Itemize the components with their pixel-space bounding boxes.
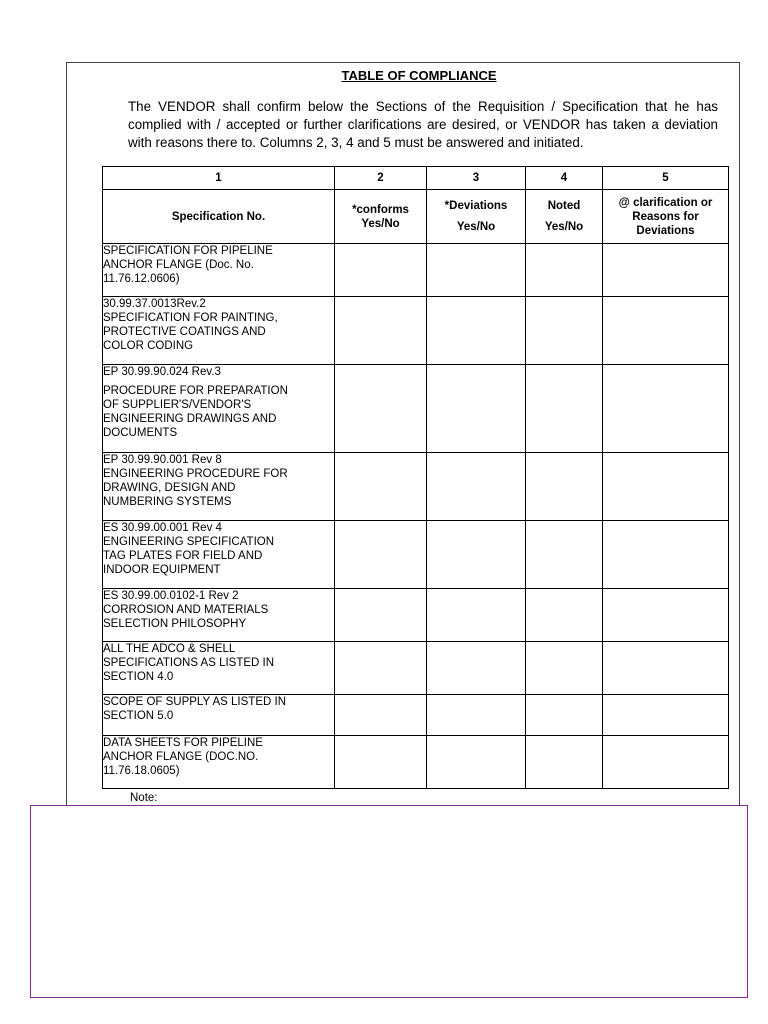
spec-line: SPECIFICATION FOR PAINTING, (103, 312, 278, 324)
spec-cell (103, 453, 335, 521)
column-header-row (103, 190, 729, 244)
spec-line: ES 30.99.00.001 Rev 4 (103, 522, 222, 534)
spec-line: CORROSION AND MATERIALS (103, 604, 269, 616)
clarification-cell[interactable] (603, 365, 729, 453)
conforms-cell[interactable] (335, 453, 427, 521)
deviations-cell[interactable] (427, 521, 526, 589)
header-line: Reasons for (632, 210, 699, 223)
conforms-cell[interactable] (335, 642, 427, 695)
column-number: 5 (603, 167, 729, 190)
header-specification-no: Specification No. (103, 190, 335, 244)
spec-line: ES 30.99.00.0102-1 Rev 2 (103, 590, 239, 602)
conforms-cell[interactable] (335, 736, 427, 789)
deviations-cell[interactable] (427, 297, 526, 365)
note-label: Note: (130, 792, 158, 804)
clarification-cell[interactable] (603, 244, 729, 297)
spec-line: DOCUMENTS (103, 427, 178, 439)
spec-line: EP 30.99.90.001 Rev 8 (103, 454, 222, 466)
column-number: 1 (103, 167, 335, 190)
table-row (103, 365, 729, 453)
deviations-cell[interactable] (427, 453, 526, 521)
deviations-cell[interactable] (427, 695, 526, 736)
blank-overlay-box (30, 805, 748, 998)
spec-line: DRAWING, DESIGN AND (103, 482, 236, 494)
spec-line: PROCEDURE FOR PREPARATION (103, 385, 288, 397)
noted-cell[interactable] (526, 642, 603, 695)
clarification-cell[interactable] (603, 642, 729, 695)
spec-cell (103, 244, 335, 297)
deviations-cell[interactable] (427, 365, 526, 453)
spec-line: ENGINEERING PROCEDURE FOR (103, 468, 288, 480)
conforms-cell[interactable] (335, 297, 427, 365)
header-line: @ clarification or (618, 196, 713, 209)
spec-line: ENGINEERING SPECIFICATION (103, 536, 275, 548)
deviations-cell[interactable] (427, 589, 526, 642)
spec-line: NUMBERING SYSTEMS (103, 496, 232, 508)
table-row (103, 244, 729, 297)
spec-line: SECTION 4.0 (103, 671, 174, 683)
spec-line: OF SUPPLIER'S/VENDOR'S (103, 399, 252, 411)
column-number: 4 (526, 167, 603, 190)
spec-line: DATA SHEETS FOR PIPELINE (103, 737, 263, 749)
header-deviations (427, 190, 526, 244)
header-line: Yes/No (361, 217, 400, 230)
column-number: 3 (427, 167, 526, 190)
clarification-cell[interactable] (603, 736, 729, 789)
spec-line: SCOPE OF SUPPLY AS LISTED IN (103, 696, 286, 708)
noted-cell[interactable] (526, 244, 603, 297)
spec-line: TAG PLATES FOR FIELD AND (103, 550, 263, 562)
conforms-cell[interactable] (335, 521, 427, 589)
deviations-cell[interactable] (427, 244, 526, 297)
spec-line: ENGINEERING DRAWINGS AND (103, 413, 277, 425)
spec-line: 11.76.12.0606) (103, 273, 180, 285)
spec-cell (103, 589, 335, 642)
spec-line: SPECIFICATION FOR PIPELINE (103, 245, 273, 257)
clarification-cell[interactable] (603, 297, 729, 365)
header-line: Deviations (636, 224, 695, 237)
compliance-table (102, 166, 729, 789)
table-row (103, 695, 729, 736)
conforms-cell[interactable] (335, 695, 427, 736)
spec-line: ANCHOR FLANGE (DOC.NO. (103, 751, 259, 763)
header-line: *conforms (352, 203, 409, 216)
spec-line: SELECTION PHILOSOPHY (103, 618, 247, 630)
noted-cell[interactable] (526, 589, 603, 642)
clarification-cell[interactable] (603, 589, 729, 642)
header-line: Noted (547, 200, 581, 212)
spec-cell (103, 365, 335, 453)
spec-cell (103, 297, 335, 365)
spec-cell (103, 642, 335, 695)
deviations-cell[interactable] (427, 642, 526, 695)
table-row (103, 297, 729, 365)
header-line: *Deviations (444, 200, 508, 212)
page-title: TABLE OF COMPLIANCE (341, 68, 497, 83)
column-number-row (103, 167, 729, 190)
conforms-cell[interactable] (335, 589, 427, 642)
clarification-cell[interactable] (603, 695, 729, 736)
conforms-cell[interactable] (335, 365, 427, 453)
spec-line: SECTION 5.0 (103, 710, 174, 722)
conforms-cell[interactable] (335, 244, 427, 297)
clarification-cell[interactable] (603, 521, 729, 589)
spec-cell (103, 695, 335, 736)
table-row (103, 589, 729, 642)
table-row (103, 736, 729, 789)
noted-cell[interactable] (526, 695, 603, 736)
spec-cell (103, 521, 335, 589)
noted-cell[interactable] (526, 521, 603, 589)
header-noted (526, 190, 603, 244)
table-row (103, 521, 729, 589)
spec-line: ALL THE ADCO & SHELL (103, 643, 236, 655)
spec-line: INDOOR EQUIPMENT (103, 564, 221, 576)
spec-line: EP 30.99.90.024 Rev.3 (103, 366, 221, 378)
header-conforms (335, 190, 427, 244)
intro-paragraph: The VENDOR shall confirm below the Sections of the Requisition / Specification that he has complied with / accepted or further clarifications are desired, or VENDOR has taken a deviation with reasons there to. Columns 2, 3, 4 and 5 must be answered and initiated. (128, 99, 718, 150)
column-number: 2 (335, 167, 427, 190)
spec-line: PROTECTIVE COATINGS AND (103, 326, 266, 338)
noted-cell[interactable] (526, 297, 603, 365)
noted-cell[interactable] (526, 365, 603, 453)
noted-cell[interactable] (526, 736, 603, 789)
header-line: Yes/No (456, 221, 496, 233)
header-clarification (603, 190, 729, 244)
spec-cell (103, 736, 335, 789)
table-row (103, 642, 729, 695)
clarification-cell[interactable] (603, 453, 729, 521)
header-line: Yes/No (544, 221, 584, 233)
spec-line: 30.99.37.0013Rev.2 (103, 298, 206, 310)
spec-line: ANCHOR FLANGE (Doc. No. (103, 259, 254, 271)
table-row (103, 453, 729, 521)
spec-line: 11.76.18.0605) (103, 765, 180, 777)
spec-line: SPECIFICATIONS AS LISTED IN (103, 657, 275, 669)
spec-line: COLOR CODING (103, 340, 194, 352)
noted-cell[interactable] (526, 453, 603, 521)
deviations-cell[interactable] (427, 736, 526, 789)
